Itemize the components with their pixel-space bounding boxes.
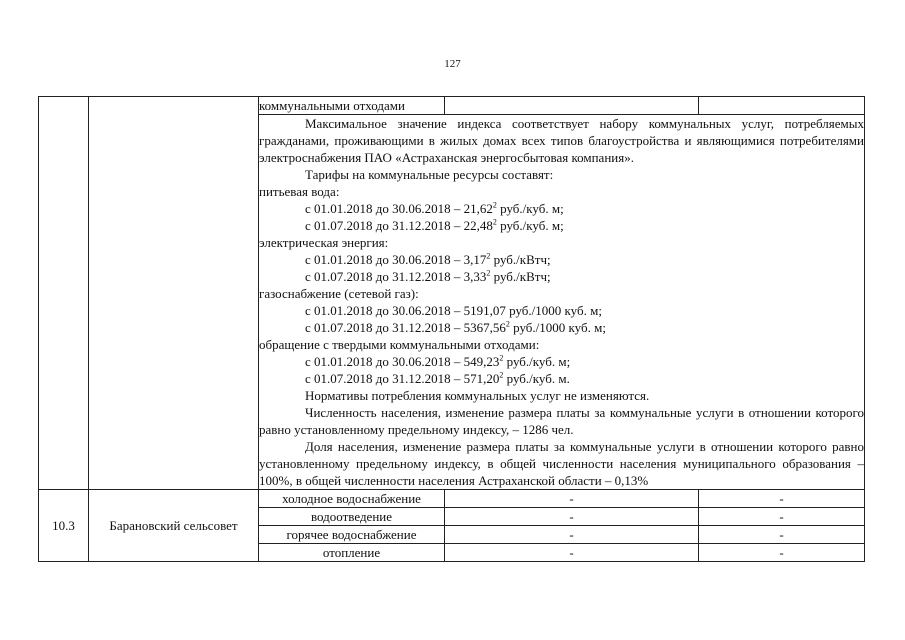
value-cell: - [699,526,865,544]
table-row [39,490,865,508]
value-cell: - [699,490,865,508]
gas-label: газоснабжение (сетевой газ): [259,286,419,301]
table-row [39,97,865,115]
paragraph-norms: Нормативы потребления коммунальных услуг не изменяются. [305,388,650,403]
waste-tariff-line: с 01.07.2018 до 31.12.2018 – 571,20$^2$ руб./куб. м. [305,370,570,386]
electricity-tariff-line: с 01.07.2018 до 31.12.2018 – 3,33$^2$ руб./кВтч; [305,268,551,284]
service-name: водоотведение [259,508,445,526]
value-cell: - [445,508,699,526]
name-cell-empty [89,97,259,490]
gas-tariff-line: с 01.07.2018 до 31.12.2018 – 5367,56$^2$ руб./1000 куб. м; [305,319,606,335]
water-tariff-line: с 01.07.2018 до 31.12.2018 – 22,48$^2$ руб./куб. м; [305,217,564,233]
paragraph-share: Доля населения, изменение размера платы за коммунальные услуги в отношении которого равно установленному предельному индексу, в общей численности населения муниципального образования – 100%, в общей численности населения Астраханской области – 0,13% [259,439,864,488]
service-name: горячее водоснабжение [259,526,445,544]
municipality-name: Барановский сельсовет [89,490,259,562]
service-cell-continued: коммунальными отходами [259,97,445,115]
value-cell: - [445,526,699,544]
paragraph-population: Численность населения, изменение размера платы за коммунальные услуги в отношении которого равно установленному предельному индексу, – 1286 чел. [259,405,864,437]
tariff-table [38,96,865,562]
service-name: отопление [259,544,445,562]
value-cell: - [699,544,865,562]
explanation-cell [259,115,865,490]
value-cell: - [445,490,699,508]
value-cell: - [699,508,865,526]
number-cell-empty [39,97,89,490]
section-number: 10.3 [39,490,89,562]
service-name: холодное водоснабжение [259,490,445,508]
value-cell-empty [699,97,865,115]
water-tariff-line: с 01.01.2018 до 30.06.2018 – 21,62$^2$ руб./куб. м; [305,200,564,216]
electricity-tariff-line: с 01.01.2018 до 30.06.2018 – 3,17$^2$ руб./кВтч; [305,251,551,267]
waste-tariff-line: с 01.01.2018 до 30.06.2018 – 549,23$^2$ руб./куб. м; [305,353,571,369]
tariffs-intro: Тарифы на коммунальные ресурсы составят: [305,167,554,182]
gas-tariff-line: с 01.01.2018 до 30.06.2018 – 5191,07 руб./1000 куб. м; [305,303,602,318]
page-number: 127 [444,58,461,70]
paragraph-max-index: Максимальное значение индекса соответствует набору коммунальных услуг, потребляемых гражданами, проживающими в жилых домах всех типов благоустройства и являющимися потребителями электроснабжения ПАО «Астраханская энергосбытовая компания». [259,116,864,165]
water-label: питьевая вода: [259,184,340,199]
value-cell-empty [445,97,699,115]
electricity-label: электрическая энергия: [259,235,389,250]
waste-label: обращение с твердыми коммунальными отходами: [259,337,540,352]
value-cell: - [445,544,699,562]
